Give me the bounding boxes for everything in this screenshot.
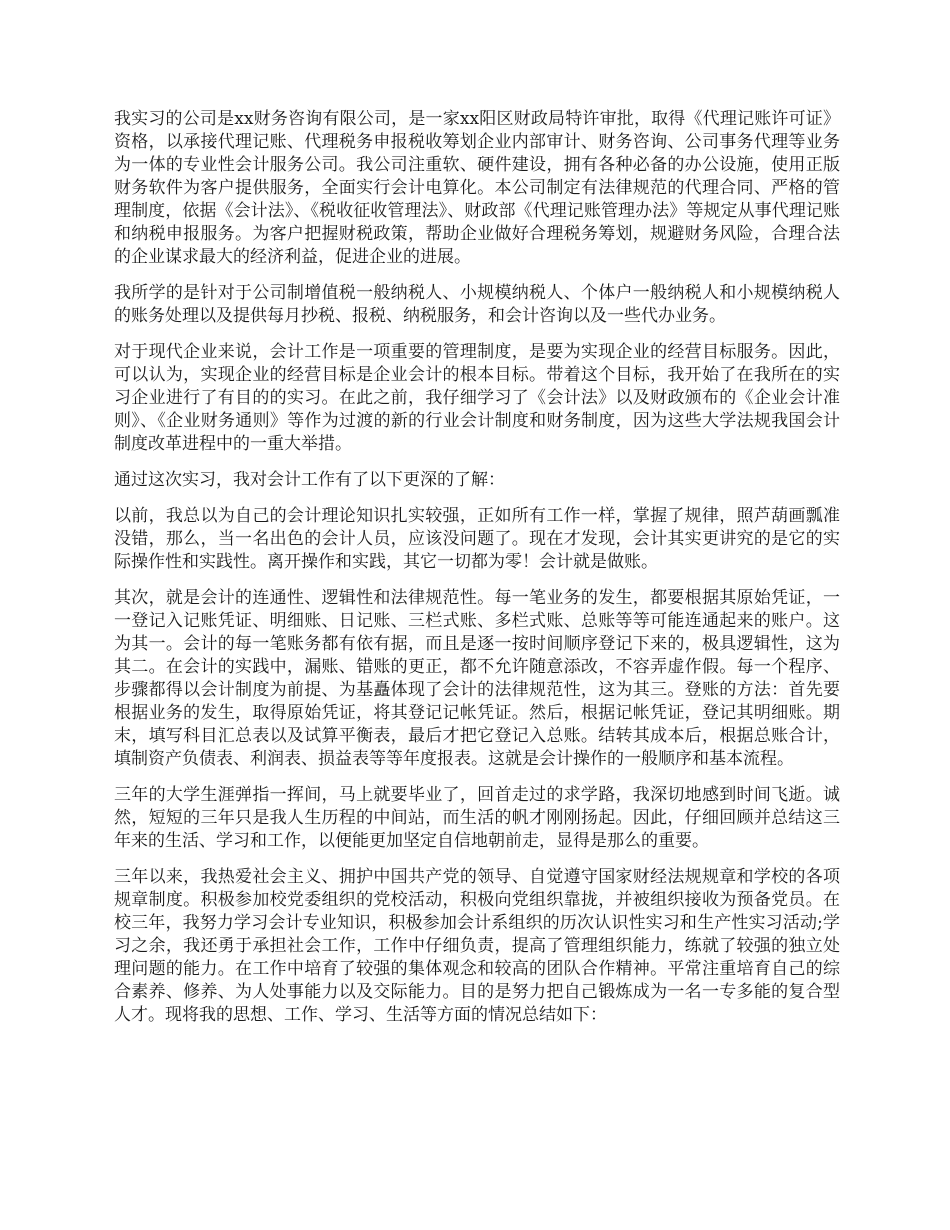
paragraph-understanding-intro: 通过这次实习，我对会计工作有了以下更深的了解： — [114, 470, 505, 490]
document-body — [114, 108, 840, 1040]
paragraph-practice: 以前，我总以为自己的会计理论知识扎实较强，正如所有工作一样，掌握了规律，照芦葫画瓢准没错，那么，当一名出色的会计人员，应该没问题了。现在才发现，会计其实更讲究的是它的实际操作性和实践性。离开操作和实践，其它一切都为零！会计就是做账。 — [114, 506, 840, 572]
paragraph-logic-law: 其次，就是会计的连通性、逻辑性和法律规范性。每一笔业务的发生，都要根据其原始凭证，一一登记入记账凭证、明细账、日记账、三栏式账、多栏式账、总账等等可能连通起来的账户。这为其一。会计的每一笔账务都有依有据，而且是逐一按时间顺序登记下来的，极具逻辑性，这为其二。在会计的实践中，漏账、错账的更正，都不允许随意添改，不容弄虚作假。每一个程序、步骤都得以会计制度为前提、为基矗体现了会计的法律规范性，这为其三。登账的方法：首先要根据业务的发生，取得原始凭证，将其登记记帐凭证。然后，根据记帐凭证，登记其明细账。期末，填写科目汇总表以及试算平衡表，最后才把它登记入总账。结转其成本后，根据总账合计，填制资产负债表、利润表、损益表等等年度报表。这就是会计操作的一般顺序和基本流程。 — [114, 588, 840, 769]
paragraph-summary: 三年以来，我热爱社会主义、拥护中国共产党的领导、自觉遵守国家财经法规规章和学校的各项规章制度。积极参加校党委组织的党校活动，积极向党组织靠拢，并被组织接收为预备党员。在校三年，我努力学习会计专业知识，积极参加会计系组织的历次认识性实习和生产性实习活动;学习之余，我还勇于承担社会工作，工作中仔细负责，提高了管理组织能力，练就了较强的独立处理问题的能力。在工作中培育了较强的集体观念和较高的团队合作精神。平常注重培育自己的综合素养、修养、为人处事能力以及交际能力。目的是努力把自己锻炼成为一名一专多能的复合型人才。现将我的思想、工作、学习、生活等方面的情况总结如下： — [114, 867, 840, 1025]
paragraph-company-intro: 我实习的公司是xx财务咨询有限公司，是一家xx阳区财政局特许审批，取得《代理记账许可证》资格，以承接代理记账、代理税务申报税收筹划企业内部审计、财务咨询、公司事务代理等业务为一体的专业性会计服务公司。我公司注重软、硬件建设，拥有各种必备的办公设施，使用正版财务软件为客户提供服务，全面实行会计电算化。本公司制定有法律规范的代理合同、严格的管理制度，依据《会计法》、《税收征收管理法》、财政部《代理记账管理办法》等规定从事代理记账和纳税申报服务。为客户把握财税政策，帮助企业做好合理税务筹划，规避财务风险，合理合法的企业谋求最大的经济利益，促进企业的进展。 — [114, 109, 840, 267]
paragraph-three-years: 三年的大学生涯弹指一挥间，马上就要毕业了，回首走过的求学路，我深切地感到时间飞逝。诚然，短短的三年只是我人生历程的中间站，而生活的帆才刚刚扬起。因此，仔细回顾并总结这三年来的生活、学习和工作，以便能更加坚定自信地朝前走，显得是那么的重要。 — [114, 785, 840, 851]
paragraph-study-scope: 我所学的是针对于公司制增值税一般纳税人、小规模纳税人、个体户一般纳税人和小规模纳税人的账务处理以及提供每月抄税、报税、纳税服务，和会计咨询以及一些代办业务。 — [114, 283, 840, 326]
paragraph-accounting-goal: 对于现代企业来说，会计工作是一项重要的管理制度，是要为实现企业的经营目标服务。因此，可以认为，实现企业的经营目标是企业会计的根本目标。带着这个目标，我开始了在我所在的实习企业进行了有目的的实习。在此之前，我仔细学习了《会计法》以及财政颁布的《企业会计准则》、《企业财务通则》等作为过渡的新的行业会计制度和财务制度，因为这些大学法规我国会计制度改革进程中的一重大举措。 — [114, 342, 840, 454]
